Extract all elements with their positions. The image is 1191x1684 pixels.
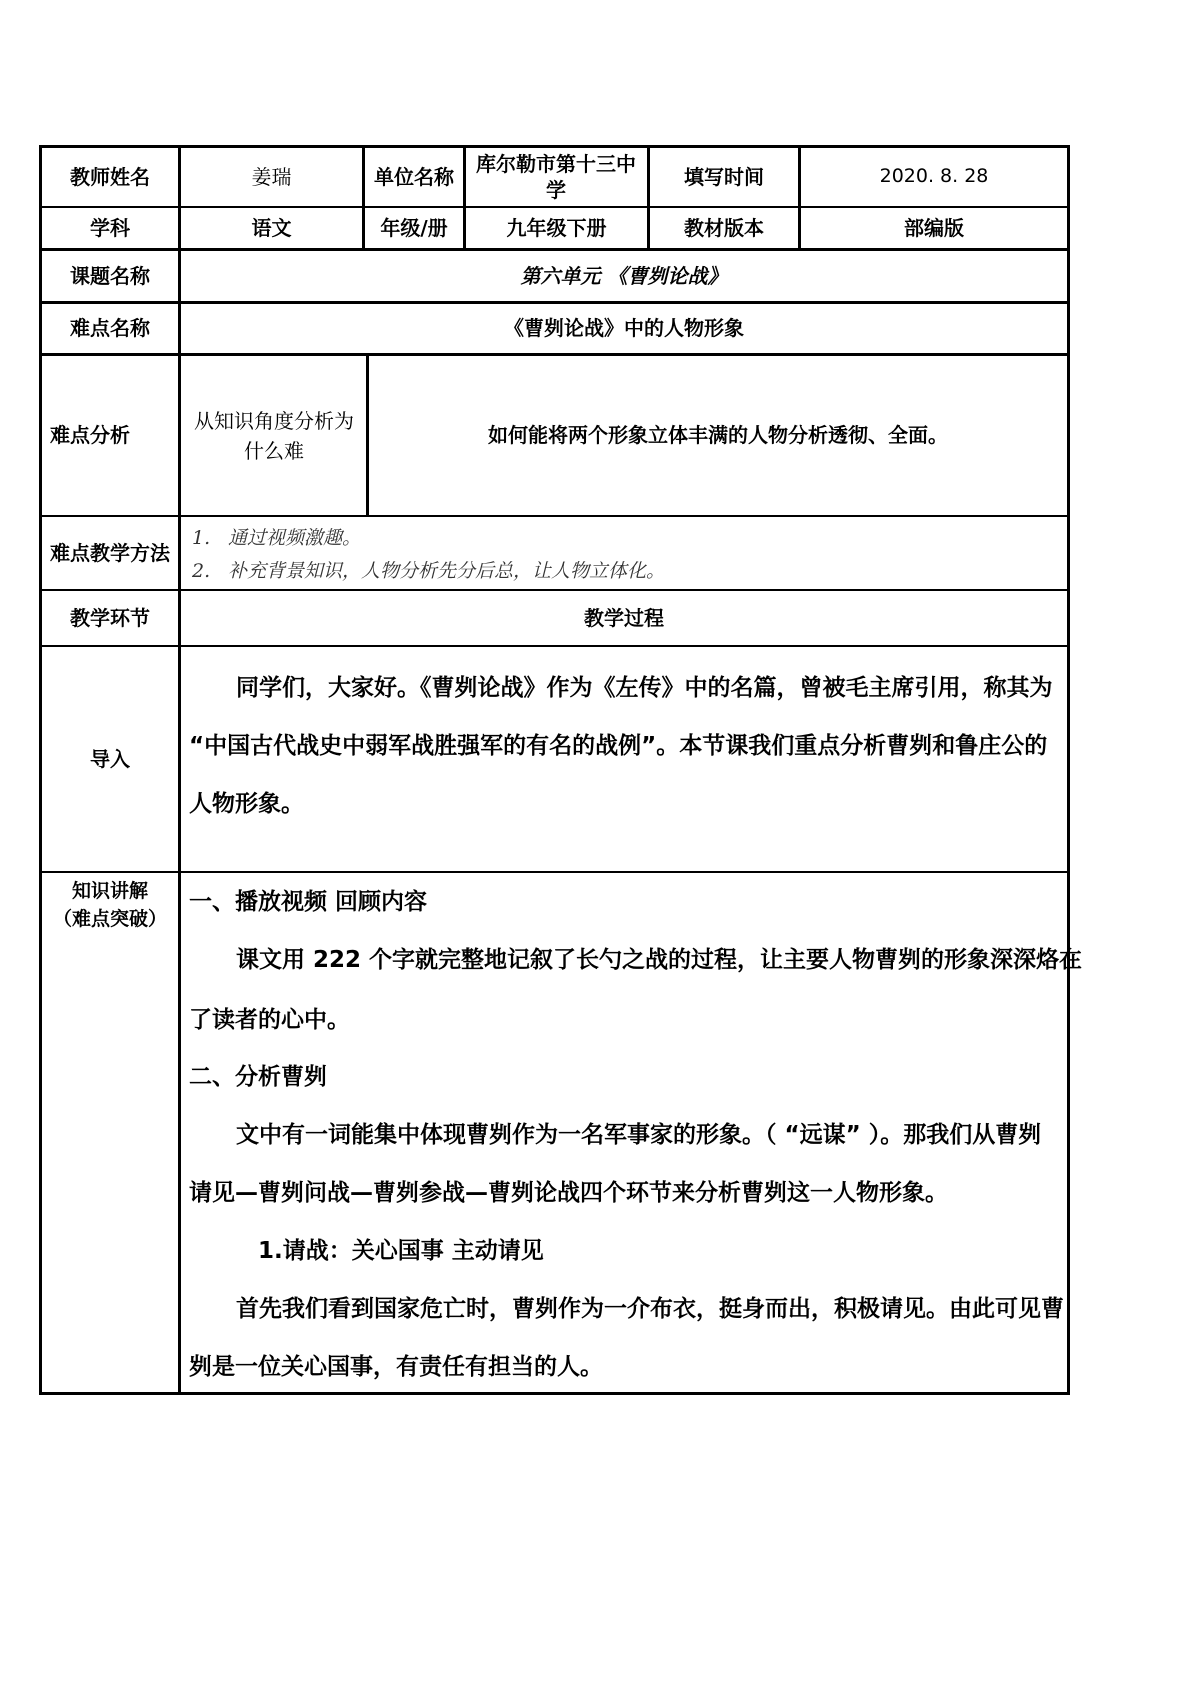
knowledge-heading: 一、播放视频 回顾内容 xyxy=(189,889,428,915)
grade-value: 九年级下册 xyxy=(506,215,607,240)
knowledge-line: 了读者的心中。 xyxy=(189,1007,350,1033)
knowledge-line: 刿是一位关心国事，有责任有担当的人。 xyxy=(189,1354,603,1380)
topic-value: 第六单元 《曹刿论战》 xyxy=(520,263,728,288)
grade-label: 年级/册 xyxy=(380,215,448,240)
method-label: 难点教学方法 xyxy=(50,540,170,565)
difficulty-label: 难点名称 xyxy=(70,316,150,340)
knowledge-line: 首先我们看到国家危亡时，曹刿作为一介布衣，挺身而出，积极请见。由此可见曹 xyxy=(236,1296,1064,1322)
row-divider xyxy=(39,515,1070,517)
intro-line: “中国古代战史中弱军战胜强军的有名的战例”。本节课我们重点分析曹刿和鲁庄公的 xyxy=(189,733,1048,759)
subject-value: 语文 xyxy=(251,215,292,240)
edition-label: 教材版本 xyxy=(684,215,764,240)
analysis-label: 难点分析 xyxy=(50,423,130,447)
analysis-sub-label: 从知识角度分析为什么难 xyxy=(194,408,354,463)
intro-label: 导入 xyxy=(90,746,130,771)
method-item: 2. 补充背景知识，人物分析先分后总，让人物立体化。 xyxy=(192,560,666,582)
method-item: 1. 通过视频激趣。 xyxy=(192,527,362,549)
fill-date-label: 填写时间 xyxy=(684,164,764,189)
knowledge-line: 课文用 222 个字就完整地记叙了长勺之战的过程，让主要人物曹刿的形象深深烙在 xyxy=(236,947,1083,973)
knowledge-line: 文中有一词能集中体现曹刿作为一名军事家的形象。（ “远谋” ）。那我们从曹刿 xyxy=(236,1122,1042,1148)
unit-name-label: 单位名称 xyxy=(374,164,454,189)
teacher-name-value: 姜瑞 xyxy=(251,164,292,189)
topic-label: 课题名称 xyxy=(70,263,150,288)
knowledge-label xyxy=(42,873,178,935)
edition-value: 部编版 xyxy=(904,215,964,240)
teacher-name-label: 教师姓名 xyxy=(70,164,150,189)
intro-line: 同学们，大家好。《曹刿论战》作为《左传》中的名篇，曾被毛主席引用，称其为 xyxy=(236,675,1053,701)
difficulty-value: 《曹刿论战》中的人物形象 xyxy=(504,316,744,340)
subject-label: 学科 xyxy=(90,215,130,240)
knowledge-label-line: 知识讲解 xyxy=(71,880,148,902)
process-header-label: 教学环节 xyxy=(70,605,150,630)
knowledge-subheading: 1.请战：关心国事 主动请见 xyxy=(258,1238,544,1264)
knowledge-line: 请见—曹刿问战—曹刿参战—曹刿论战四个环节来分析曹刿这一人物形象。 xyxy=(189,1180,948,1206)
knowledge-heading: 二、分析曹刿 xyxy=(189,1064,327,1090)
intro-line: 人物形象。 xyxy=(189,791,304,817)
process-header-value: 教学过程 xyxy=(584,605,664,630)
knowledge-label-line: （难点突破） xyxy=(52,908,167,930)
method-list xyxy=(192,522,1052,588)
fill-date-value: 2020. 8. 28 xyxy=(879,165,989,188)
unit-name-value: 库尔勒市第十三中学 xyxy=(476,152,636,202)
row-divider xyxy=(39,645,1070,647)
table-right-border xyxy=(1067,145,1070,1395)
analysis-value: 如何能将两个形象立体丰满的人物分析透彻、全面。 xyxy=(488,423,948,447)
